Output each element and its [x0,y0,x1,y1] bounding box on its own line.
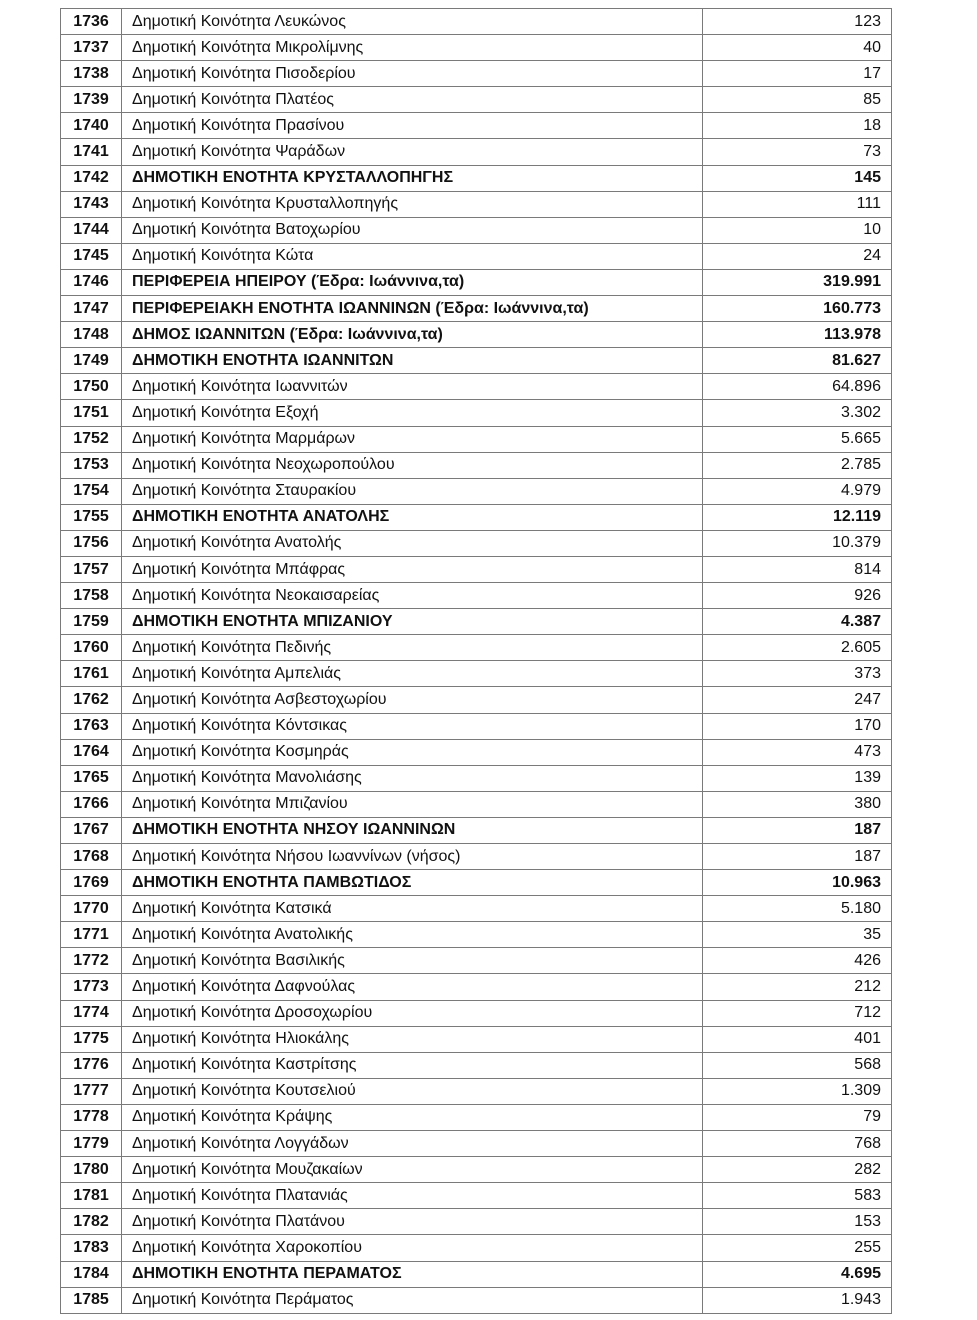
row-name-cell: ΔΗΜΟΤΙΚΗ ΕΝΟΤΗΤΑ ΙΩΑΝΝΙΤΩΝ [122,348,703,374]
table-row [61,844,892,870]
table-row [61,739,892,765]
row-name-cell: Δημοτική Κοινότητα Δαφνούλας [122,974,703,1000]
row-population-cell: 768 [703,1131,892,1157]
table-row [61,870,892,896]
row-population-cell: 319.991 [703,269,892,295]
row-population-cell: 255 [703,1235,892,1261]
row-name-cell: Δημοτική Κοινότητα Μαρμάρων [122,426,703,452]
row-population-cell: 2.785 [703,452,892,478]
table-row [61,530,892,556]
row-population-cell: 139 [703,765,892,791]
row-id-cell: 1785 [61,1287,122,1313]
row-id-cell: 1771 [61,922,122,948]
table-row [61,348,892,374]
row-name-cell: Δημοτική Κοινότητα Μπιζανίου [122,791,703,817]
row-population-cell: 1.943 [703,1287,892,1313]
row-population-cell: 212 [703,974,892,1000]
row-name-cell: Δημοτική Κοινότητα Πρασίνου [122,113,703,139]
row-population-cell: 12.119 [703,504,892,530]
row-id-cell: 1776 [61,1052,122,1078]
row-population-cell: 712 [703,1000,892,1026]
row-name-cell: ΠΕΡΙΦΕΡΕΙΑΚΗ ΕΝΟΤΗΤΑ ΙΩΑΝΝΙΝΩΝ (Έδρα: Ιωάννινα,τα) [122,296,703,322]
row-id-cell: 1754 [61,478,122,504]
row-name-cell: Δημοτική Κοινότητα Αμπελιάς [122,661,703,687]
row-population-cell: 18 [703,113,892,139]
row-population-cell: 85 [703,87,892,113]
row-name-cell: Δημοτική Κοινότητα Πεδινής [122,635,703,661]
table-body [61,9,892,1314]
row-population-cell: 5.180 [703,896,892,922]
row-population-cell: 473 [703,739,892,765]
row-population-cell: 10.963 [703,870,892,896]
row-name-cell: ΔΗΜΟΤΙΚΗ ΕΝΟΤΗΤΑ ΠΕΡΑΜΑΤΟΣ [122,1261,703,1287]
row-name-cell: Δημοτική Κοινότητα Κράψης [122,1104,703,1130]
table-row [61,583,892,609]
table-row [61,478,892,504]
row-id-cell: 1773 [61,974,122,1000]
row-id-cell: 1743 [61,191,122,217]
table-row [61,1235,892,1261]
row-id-cell: 1774 [61,1000,122,1026]
row-name-cell: Δημοτική Κοινότητα Κόντσικας [122,713,703,739]
table-row [61,504,892,530]
row-id-cell: 1737 [61,35,122,61]
row-id-cell: 1784 [61,1261,122,1287]
row-population-cell: 4.387 [703,609,892,635]
table-row [61,556,892,582]
row-name-cell: ΔΗΜΟΤΙΚΗ ΕΝΟΤΗΤΑ ΑΝΑΤΟΛΗΣ [122,504,703,530]
table-row [61,400,892,426]
row-id-cell: 1775 [61,1026,122,1052]
row-name-cell: ΔΗΜΟΣ ΙΩΑΝΝΙΤΩΝ (Έδρα: Ιωάννινα,τα) [122,322,703,348]
table-row [61,139,892,165]
row-id-cell: 1756 [61,530,122,556]
row-name-cell: Δημοτική Κοινότητα Κρυσταλλοπηγής [122,191,703,217]
row-name-cell: ΔΗΜΟΤΙΚΗ ΕΝΟΤΗΤΑ ΜΠΙΖΑΝΙΟΥ [122,609,703,635]
table-row [61,1209,892,1235]
table-row [61,817,892,843]
table-row [61,713,892,739]
row-population-cell: 17 [703,61,892,87]
table-row [61,687,892,713]
row-name-cell: Δημοτική Κοινότητα Μπάφρας [122,556,703,582]
row-id-cell: 1783 [61,1235,122,1261]
table-row [61,165,892,191]
row-id-cell: 1736 [61,9,122,35]
table-row [61,322,892,348]
row-id-cell: 1744 [61,217,122,243]
row-id-cell: 1759 [61,609,122,635]
table-row [61,1131,892,1157]
row-population-cell: 1.309 [703,1078,892,1104]
table-row [61,922,892,948]
row-name-cell: Δημοτική Κοινότητα Λευκώνος [122,9,703,35]
row-population-cell: 426 [703,948,892,974]
row-name-cell: Δημοτική Κοινότητα Ανατολικής [122,922,703,948]
row-name-cell: Δημοτική Κοινότητα Ψαράδων [122,139,703,165]
population-table [60,8,892,1314]
table-row [61,269,892,295]
row-id-cell: 1764 [61,739,122,765]
row-id-cell: 1757 [61,556,122,582]
row-name-cell: Δημοτική Κοινότητα Νεοκαισαρείας [122,583,703,609]
row-population-cell: 187 [703,817,892,843]
table-row [61,635,892,661]
table-row [61,426,892,452]
table-row [61,113,892,139]
row-name-cell: Δημοτική Κοινότητα Νεοχωροπούλου [122,452,703,478]
row-population-cell: 5.665 [703,426,892,452]
row-name-cell: ΔΗΜΟΤΙΚΗ ΕΝΟΤΗΤΑ ΝΗΣΟΥ ΙΩΑΝΝΙΝΩΝ [122,817,703,843]
table-row [61,948,892,974]
row-population-cell: 40 [703,35,892,61]
table-row [61,61,892,87]
row-id-cell: 1742 [61,165,122,191]
row-name-cell: Δημοτική Κοινότητα Ιωαννιτών [122,374,703,400]
row-population-cell: 170 [703,713,892,739]
row-name-cell: Δημοτική Κοινότητα Δροσοχωρίου [122,1000,703,1026]
row-name-cell: Δημοτική Κοινότητα Εξοχή [122,400,703,426]
row-population-cell: 10.379 [703,530,892,556]
table-row [61,661,892,687]
table-row [61,1026,892,1052]
row-id-cell: 1747 [61,296,122,322]
table-row [61,1261,892,1287]
row-name-cell: Δημοτική Κοινότητα Νήσου Ιωαννίνων (νήσος) [122,844,703,870]
table-row [61,87,892,113]
row-population-cell: 4.695 [703,1261,892,1287]
row-id-cell: 1749 [61,348,122,374]
row-name-cell: Δημοτική Κοινότητα Λογγάδων [122,1131,703,1157]
row-id-cell: 1772 [61,948,122,974]
row-id-cell: 1752 [61,426,122,452]
row-population-cell: 2.605 [703,635,892,661]
row-id-cell: 1755 [61,504,122,530]
row-id-cell: 1741 [61,139,122,165]
row-name-cell: Δημοτική Κοινότητα Μανολιάσης [122,765,703,791]
table-row [61,452,892,478]
row-id-cell: 1746 [61,269,122,295]
row-population-cell: 4.979 [703,478,892,504]
row-name-cell: Δημοτική Κοινότητα Κατσικά [122,896,703,922]
row-population-cell: 282 [703,1157,892,1183]
row-name-cell: Δημοτική Κοινότητα Κώτα [122,243,703,269]
row-population-cell: 814 [703,556,892,582]
row-population-cell: 24 [703,243,892,269]
table-row [61,191,892,217]
table-row [61,609,892,635]
row-name-cell: Δημοτική Κοινότητα Πλατανιάς [122,1183,703,1209]
row-population-cell: 926 [703,583,892,609]
row-population-cell: 160.773 [703,296,892,322]
row-name-cell: Δημοτική Κοινότητα Ασβεστοχωρίου [122,687,703,713]
row-id-cell: 1782 [61,1209,122,1235]
table-row [61,1157,892,1183]
row-name-cell: Δημοτική Κοινότητα Πλατέος [122,87,703,113]
row-name-cell: Δημοτική Κοινότητα Πισοδερίου [122,61,703,87]
document-page [60,8,880,1314]
row-id-cell: 1758 [61,583,122,609]
table-row [61,9,892,35]
row-name-cell: ΔΗΜΟΤΙΚΗ ΕΝΟΤΗΤΑ ΠΑΜΒΩΤΙΔΟΣ [122,870,703,896]
table-row [61,35,892,61]
row-id-cell: 1767 [61,817,122,843]
row-population-cell: 81.627 [703,348,892,374]
row-population-cell: 145 [703,165,892,191]
row-id-cell: 1760 [61,635,122,661]
row-id-cell: 1738 [61,61,122,87]
row-name-cell: Δημοτική Κοινότητα Βασιλικής [122,948,703,974]
row-name-cell: Δημοτική Κοινότητα Σταυρακίου [122,478,703,504]
row-population-cell: 3.302 [703,400,892,426]
table-row [61,374,892,400]
table-row [61,765,892,791]
row-population-cell: 583 [703,1183,892,1209]
row-name-cell: Δημοτική Κοινότητα Περάματος [122,1287,703,1313]
row-id-cell: 1780 [61,1157,122,1183]
row-id-cell: 1763 [61,713,122,739]
row-population-cell: 64.896 [703,374,892,400]
row-id-cell: 1766 [61,791,122,817]
table-row [61,974,892,1000]
row-id-cell: 1779 [61,1131,122,1157]
table-row [61,896,892,922]
row-population-cell: 113.978 [703,322,892,348]
row-population-cell: 111 [703,191,892,217]
table-row [61,1000,892,1026]
row-name-cell: Δημοτική Κοινότητα Μικρολίμνης [122,35,703,61]
row-id-cell: 1768 [61,844,122,870]
row-id-cell: 1762 [61,687,122,713]
row-population-cell: 568 [703,1052,892,1078]
table-row [61,1052,892,1078]
table-row [61,243,892,269]
row-name-cell: Δημοτική Κοινότητα Χαροκοπίου [122,1235,703,1261]
row-id-cell: 1761 [61,661,122,687]
row-id-cell: 1781 [61,1183,122,1209]
row-population-cell: 401 [703,1026,892,1052]
row-population-cell: 10 [703,217,892,243]
row-id-cell: 1740 [61,113,122,139]
row-name-cell: Δημοτική Κοινότητα Μουζακαίων [122,1157,703,1183]
row-population-cell: 187 [703,844,892,870]
row-name-cell: ΔΗΜΟΤΙΚΗ ΕΝΟΤΗΤΑ ΚΡΥΣΤΑΛΛΟΠΗΓΗΣ [122,165,703,191]
table-row [61,1104,892,1130]
row-id-cell: 1753 [61,452,122,478]
row-id-cell: 1769 [61,870,122,896]
row-id-cell: 1748 [61,322,122,348]
row-name-cell: ΠΕΡΙΦΕΡΕΙΑ ΗΠΕΙΡΟΥ (Έδρα: Ιωάννινα,τα) [122,269,703,295]
table-row [61,1078,892,1104]
row-population-cell: 35 [703,922,892,948]
row-name-cell: Δημοτική Κοινότητα Κουτσελιού [122,1078,703,1104]
row-name-cell: Δημοτική Κοινότητα Κοσμηράς [122,739,703,765]
row-population-cell: 153 [703,1209,892,1235]
row-id-cell: 1770 [61,896,122,922]
row-population-cell: 73 [703,139,892,165]
table-row [61,1183,892,1209]
row-id-cell: 1778 [61,1104,122,1130]
row-population-cell: 79 [703,1104,892,1130]
row-population-cell: 123 [703,9,892,35]
row-population-cell: 247 [703,687,892,713]
row-population-cell: 380 [703,791,892,817]
row-id-cell: 1765 [61,765,122,791]
row-name-cell: Δημοτική Κοινότητα Βατοχωρίου [122,217,703,243]
row-name-cell: Δημοτική Κοινότητα Ηλιοκάλης [122,1026,703,1052]
row-id-cell: 1750 [61,374,122,400]
table-row [61,296,892,322]
row-name-cell: Δημοτική Κοινότητα Πλατάνου [122,1209,703,1235]
row-id-cell: 1745 [61,243,122,269]
row-population-cell: 373 [703,661,892,687]
table-row [61,217,892,243]
row-id-cell: 1777 [61,1078,122,1104]
row-name-cell: Δημοτική Κοινότητα Καστρίτσης [122,1052,703,1078]
row-id-cell: 1751 [61,400,122,426]
row-name-cell: Δημοτική Κοινότητα Ανατολής [122,530,703,556]
table-row [61,1287,892,1313]
table-row [61,791,892,817]
row-id-cell: 1739 [61,87,122,113]
